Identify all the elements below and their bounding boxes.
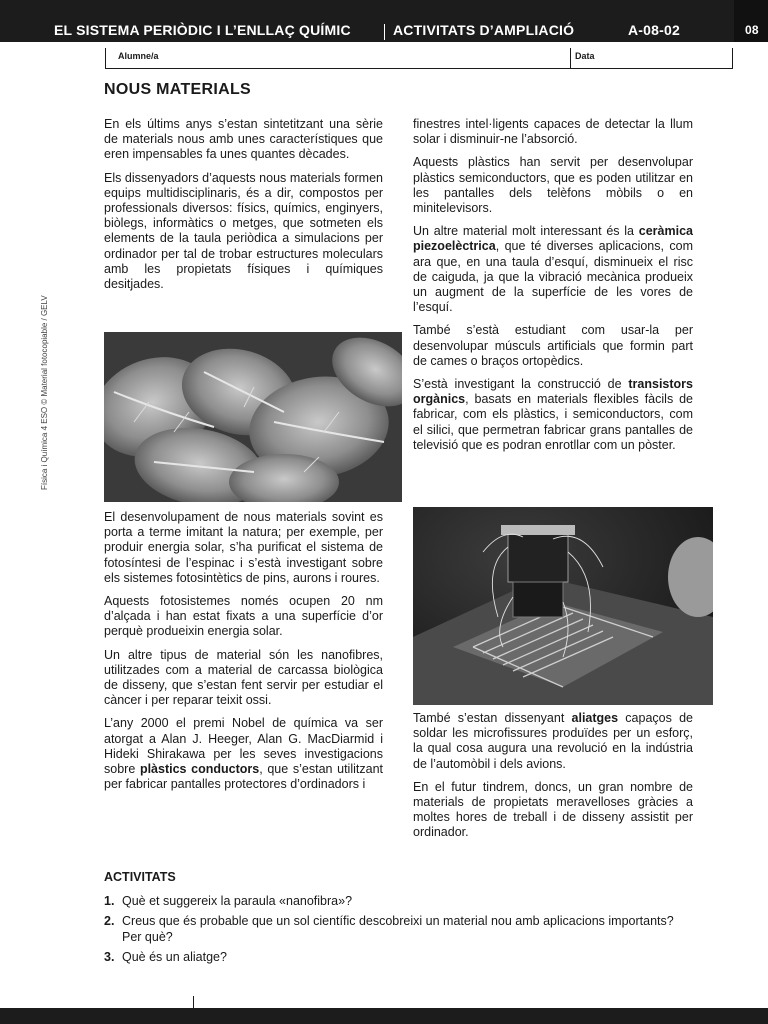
term-plastics-conductors: plàstics conductors: [139, 762, 260, 777]
paragraph: El desenvolupament de nous materials sovint es porta a terme imitant la natura; per exemple, per produir energia solar, s’ha purificat el sistema de fotosíntesi de l’espinac i s’està investigant sobre els sistemes fotosintètics de pins, aurons i roures.: [104, 510, 383, 585]
left-column-bottom: [104, 510, 383, 800]
paragraph: Aquests fotosistemes només ocupen 20 nm d’alçada i han estat fixats a una superfície d’or perquè produeixin energia solar.: [104, 594, 383, 639]
header-separator: [384, 24, 385, 40]
header-code: A-08-02: [628, 22, 680, 38]
footer-bar: [0, 1008, 768, 1024]
paragraph: Un altre tipus de material són les nanofibres, utilitzades com a material de carcassa biològica de disseny, que s’estan fent servir per estudiar el càncer i per reparar teixit ossi.: [104, 647, 383, 708]
activities-title: ACTIVITATS: [104, 870, 176, 884]
activity-item: [104, 950, 694, 965]
paragraph: Els dissenyadors d’aquests nous materials formen equips multidisciplinaris, és a dir, compostos per professionals diversos: físics, químics, enginyers, biòlegs, informàtics o metges, que sotmeten els elements de la taula periòdica a simulacions per ordinador per tal de trobar estructures moleculars amb les propietats físiques i químiques desitjades.: [104, 170, 383, 292]
activity-number: 3.: [104, 949, 115, 964]
footer-tick: [193, 996, 194, 1008]
term-aliatges: aliatges: [571, 711, 619, 725]
student-info-fields: [105, 48, 733, 69]
term-transistors: transistors orgànics: [413, 377, 693, 407]
page-number: 08: [745, 23, 759, 37]
activities-section: [104, 870, 694, 970]
activities-list: [104, 894, 694, 965]
paragraph: En el futur tindrem, doncs, un gran nombre de materials de propietats meravelloses gràcies a moltes hores de treball i de disseny assistit per ordinador.: [413, 779, 693, 840]
side-credit: Física i Química 4 ESO © Material fotocopiable / GELV: [40, 295, 49, 490]
spinach-leaves-photo: [104, 332, 402, 502]
header-bar: [0, 0, 768, 42]
paragraph-aliatges: També s’estan dissenyant aliatges capaços de soldar les microfissures produïdes per un esforç, la qual cosa augura una revolució en la indústria de l’automòbil i dels avions.: [413, 711, 693, 771]
right-column-bottom: [413, 711, 693, 849]
paragraph-ceramica: Un altre material molt interessant és la ceràmica piezoelèctrica, que té diverses aplicacions, com ara que, en una taula d’esquí, disminueix el risc de caiguda, ja que la vibració mecànica produeix un augment de la superfície de les vores de l’esquí.: [413, 224, 693, 315]
microchip-photo: [413, 507, 713, 705]
page-number-box: [734, 0, 768, 42]
student-name-label: Alumne/a: [118, 51, 159, 61]
paragraph: En els últims anys s’estan sintetitzant una sèrie de materials nous amb unes característiques que eren impensables fa unes quantes dècades.: [104, 117, 383, 162]
term-ceramica: ceràmica piezoelèctrica: [413, 224, 693, 254]
activity-number: 1.: [104, 894, 115, 909]
page-title: NOUS MATERIALS: [104, 81, 252, 98]
date-label: Data: [575, 51, 595, 61]
left-column-top: [104, 117, 383, 300]
header-title: EL SISTEMA PERIÒDIC I L’ENLLAÇ QUÍMIC: [54, 22, 351, 38]
activity-text: Què et suggereix la paraula «nanofibra»?: [122, 894, 353, 909]
right-column-top: [413, 117, 693, 461]
paragraph: finestres intel·ligents capaces de detectar la llum solar i disminuir-ne l’absorció.: [413, 117, 693, 147]
paragraph: Aquests plàstics han servit per desenvolupar plàstics semiconductors, que es poden utilitzar en les pantalles dels telèfons mòbils o en minitelevisors.: [413, 155, 693, 216]
activity-number: 2.: [104, 914, 115, 929]
header-section: ACTIVITATS D’AMPLIACIÓ: [393, 22, 575, 38]
activity-item: [104, 914, 694, 944]
paragraph-nobel: L’any 2000 el premi Nobel de química va ser atorgat a Alan J. Heeger, Alan G. MacDiarmid i Hideki Shirakawa per les seves investigacions sobre plàstics conductors, que s’estan utilitzant per fabricar pantalles protectores d’ordinadors i: [104, 716, 383, 792]
activity-text: Què és un aliatge?: [122, 949, 227, 964]
paragraph-transistors: S’està investigant la construcció de transistors orgànics, basats en materials flexibles fàcils de fabricar, com els plàstics, i semiconductors, com el silici, que permetran fabricar grans pantalles de televisió que es podran enrotllar com un pòster.: [413, 377, 693, 452]
activity-item: [104, 894, 694, 909]
activity-text: Creus que és probable que un sol científic descobreixi un material nou amb aplicacions importants? Per què?: [122, 914, 674, 944]
paragraph: També s’està estudiant com usar-la per desenvolupar músculs artificials que formin part de cames o braços ortopèdics.: [413, 323, 693, 368]
